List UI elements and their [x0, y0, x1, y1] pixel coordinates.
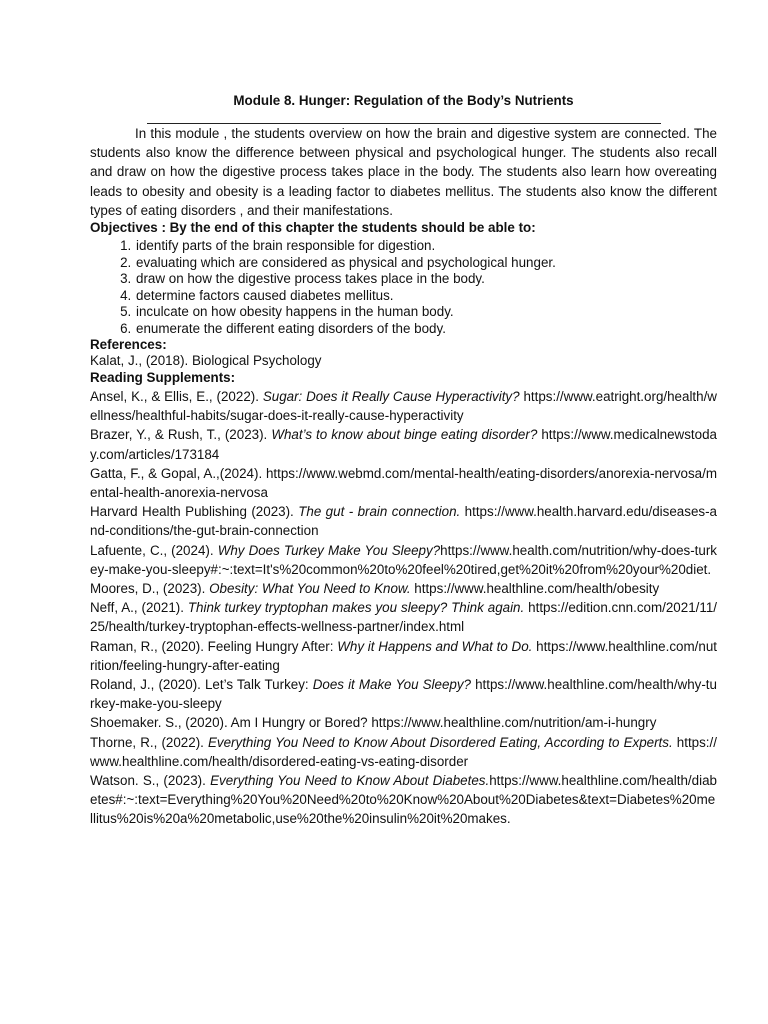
supplement-author: Raman, R., (2020). Feeling Hungry After:: [90, 638, 338, 654]
supplement-author: Moores, D., (2023).: [90, 581, 210, 597]
supplement-item: [90, 387, 717, 425]
supplement-url[interactable]: https://www.healthline.com/nutrition/feeling-hungry-after-eating: [90, 638, 717, 673]
supplement-url[interactable]: https://www.eatright.org/health/wellness/healthful-habits/sugar-does-it-really-cause-hyperactivity: [90, 389, 717, 424]
supplement-url[interactable]: https://edition.cnn.com/2021/11/25/health/turkey-tryptophan-effects-wellness-partner/index.html: [90, 600, 717, 635]
intro-paragraph: In this module , the students overview on how the brain and digestive system are connected. The students also know the difference between physical and psychological hunger. The students also recall and draw on how the digestive process takes place in the body. The students also learn how overeating leads to obesity and obesity is a leading factor to diabetes mellitus. The students also know the different types of eating disorders , and their manifestations.: [90, 126, 717, 218]
objective-item: 1. identify parts of the brain responsible for digestion.: [135, 238, 735, 255]
reference-item: Kalat, J., (2018). Biological Psychology: [90, 353, 322, 368]
supplement-url[interactable]: https://www.webmd.com/mental-health/eating-disorders/anorexia-nervosa/mental-health-anorexia-nervosa: [90, 465, 717, 501]
supplement-title: Everything You Need to Know About Diabetes.: [210, 773, 490, 789]
objective-item: 5. inculcate on how obesity happens in the human body.: [135, 304, 735, 321]
supplement-author: Thorne, R., (2022).: [90, 734, 208, 750]
supplement-item: [90, 502, 717, 540]
supplement-author: Shoemaker. S., (2020). Am I Hungry or Bored? https://www.healthline.com/nutrition/am-i-hungry: [90, 715, 657, 731]
supplement-item: [90, 637, 717, 675]
objective-item: 2. evaluating which are considered as physical and psychological hunger.: [135, 255, 735, 272]
supplement-author: Watson. S., (2023).: [90, 773, 211, 789]
supplement-author: Gatta, F., & Gopal, A.,(2024).: [90, 465, 263, 481]
supplement-title: Everything You Need to Know About Disordered Eating, According to Experts.: [207, 734, 673, 750]
supplement-item: [90, 771, 717, 829]
supplement-item: [90, 598, 717, 636]
supplement-title: Does it Make You Sleepy?: [312, 677, 471, 693]
supplement-item: [90, 425, 717, 463]
references-heading: References:: [90, 337, 167, 352]
supplement-title: Sugar: Does it Really Cause Hyperactivity?: [262, 389, 520, 404]
supplement-title: What’s to know about binge eating disorder?: [271, 427, 538, 443]
supplement-title: Think turkey tryptophan makes you sleepy? Think again.: [187, 600, 525, 616]
objectives-list: [90, 238, 735, 337]
supplement-author: Neff, A., (2021).: [90, 600, 188, 616]
supplement-item: [90, 464, 717, 502]
supplement-author: Lafuente, C., (2024).: [90, 542, 218, 558]
objective-item: 6. enumerate the different eating disorders of the body.: [135, 321, 735, 338]
objective-item: 4. determine factors caused diabetes mellitus.: [135, 288, 735, 305]
supplement-url[interactable]: https://www.health.harvard.edu/diseases-and-conditions/the-gut-brain-connection: [90, 504, 717, 539]
supplement-author: Ansel, K., & Ellis, E., (2022).: [90, 389, 263, 404]
supplement-title: Why Does Turkey Make You Sleepy?: [217, 542, 441, 558]
supplement-item: [90, 713, 717, 732]
objective-item: 3. draw on how the digestive process takes place in the body.: [135, 271, 735, 288]
supplement-title: Obesity: What You Need to Know.: [209, 581, 411, 597]
supplement-item: [90, 541, 717, 579]
supplement-title: The gut - brain connection.: [298, 504, 461, 520]
supplement-url[interactable]: https://www.medicalnewstoday.com/articles/173184: [90, 427, 717, 462]
supplement-url[interactable]: https://www.healthline.com/health/disordered-eating-vs-eating-disorder: [90, 734, 717, 769]
supplement-url[interactable]: https://www.healthline.com/health/why-turkey-make-you-sleepy: [90, 677, 717, 712]
reading-supplements-list: [90, 387, 717, 829]
supplement-author: Harvard Health Publishing (2023).: [90, 504, 299, 520]
supplement-item: [90, 579, 717, 598]
supplement-url[interactable]: https://www.healthline.com/health/diabetes#:~:text=Everything%20You%20Need%20to%20Know%20About%20Diabetes&text=Diabetes%20mellitus%20is%20a%20metabolic,use%20the%20insulin%20it%20makes.: [90, 773, 717, 827]
objectives-heading: Objectives : By the end of this chapter the students should be able to:: [90, 220, 536, 235]
supplement-url[interactable]: https://www.health.com/nutrition/why-does-turkey-make-you-sleepy#:~:text=It's%20common%20to%20feel%20tired,get%20it%20from%20your%20diet.: [90, 542, 717, 577]
supplement-url[interactable]: https://www.healthline.com/health/obesity: [410, 581, 660, 597]
supplement-title: Why it Happens and What to Do.: [337, 638, 533, 654]
supplement-item: [90, 675, 717, 713]
supplement-item: [90, 733, 717, 771]
reading-supplements-heading: Reading Supplements:: [90, 370, 236, 385]
supplement-author: Brazer, Y., & Rush, T., (2023).: [90, 427, 272, 443]
page-title: Module 8. Hunger: Regulation of the Body’s Nutrients: [233, 93, 574, 108]
supplement-author: Roland, J., (2020). Let’s Talk Turkey:: [90, 677, 313, 693]
